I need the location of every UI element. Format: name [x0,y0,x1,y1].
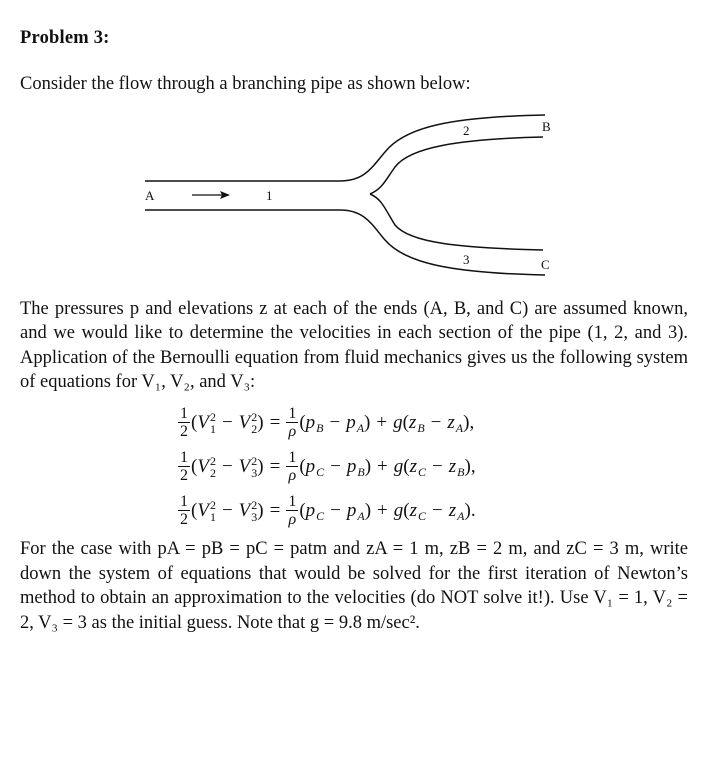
equation-term: p [346,411,356,433]
equation-term: − [221,499,233,521]
intro-paragraph: Consider the flow through a branching pipe as shown below: [20,74,471,94]
equation-term [178,449,190,485]
equation-term: 3 [251,509,258,524]
equation-term: − [432,455,443,477]
upper-branch-inner-wall [370,137,543,194]
equation-term: g [393,499,404,521]
equation-term: V [238,455,251,477]
equation-term: 2 [251,409,258,424]
problem-title: Problem 3: [20,28,110,48]
equation-term: A [455,420,464,435]
label-section-1: 1 [266,187,273,203]
label-A: A [145,187,155,203]
equation-term: z [408,411,417,433]
equation-term: 1 [288,448,297,466]
branching-pipe-diagram [0,97,712,297]
equation-term: V [197,455,209,477]
equation-term: 1 [180,448,188,466]
equation-term [286,405,298,441]
equation-term: 2 [251,497,258,512]
equation-term [210,499,216,523]
equation-term: , [469,411,475,433]
equation-term [178,493,190,529]
equation-term: g [393,455,404,477]
equation-term: p [305,455,316,477]
equation-term [251,499,257,523]
equation-term: 2 [209,453,216,468]
equation-term: − [329,411,341,433]
equation-term: z [448,455,457,477]
equation-term: z [409,455,417,477]
lower-branch-inner-wall [370,194,543,250]
equation-term: − [221,411,233,433]
equation-term: z [448,499,457,521]
equation-term: 2 [180,422,188,440]
equation-term: + [376,411,388,433]
label-C: C [541,256,550,272]
equation-term: − [330,499,341,521]
equation-term [251,455,257,479]
equation-term: − [430,411,442,433]
equation-term: ρ [288,466,297,484]
equation-term: − [221,455,233,477]
equation-term: B [457,464,465,479]
equation-term: , [470,455,476,477]
equation-term: A [357,508,365,523]
bernoulli-equation-3: $\frac{1}{2}$ ( V 2 1 − V 2 3 ) = $\frac{1}{\rho}$ ( p C − p A ) + g ( z C − z A ) . [180,492,476,528]
pipe-top-wall [145,115,545,181]
equation-term [178,405,190,441]
equation-term: 2 [180,466,188,484]
equation-term: = [269,411,281,433]
equation-term: p [346,455,357,477]
equation-term: 2 [209,497,216,512]
equation-term: 2 [180,510,188,528]
equation-term: 1 [180,492,188,510]
equation-term: g [393,411,403,433]
equation-term: ρ [288,422,297,440]
equation-term: = [269,455,281,477]
equation-term [210,455,216,479]
equation-term: z [409,499,417,521]
equation-term: p [346,499,357,521]
equation-term: ρ [288,510,297,528]
equation-term: p [305,499,316,521]
equation-term: − [330,455,341,477]
equation-term: V [197,411,209,433]
equation-term: 1 [209,509,216,524]
equation-term: p [305,411,316,433]
equation-term: = [269,499,281,521]
equation-term: A [457,508,465,523]
equation-term: 3 [251,465,258,480]
equation-term: − [432,499,443,521]
bernoulli-equation-1: $\frac{1}{2}$ ( V 2 1 − V 2 2 ) = $\frac{1}{\rho}$ ( p B − p A ) + g ( z B − z A ) , [180,404,475,440]
equation-term: C [418,508,427,523]
equation-term: C [316,464,325,479]
equation-term: B [357,464,365,479]
equation-term: C [316,508,325,523]
task-paragraph: For the case with pA = pB = pC = patm and zA = 1 m, zB = 2 m, and zC = 3 m, write down the system of equations that would be solved for the first iteration of Newton’s method to obtain an approximation to the velocities (do NOT solve it!). Use V₁ = 1, V₂ = 2, V₃ = 3 as the initial guess. Note that g = 9.8 m/sec². [20,538,688,633]
equation-term: V [238,499,251,521]
equation-term: B [316,420,324,435]
equation-term: V [238,411,251,433]
description-paragraph: The pressures p and elevations z at each of the ends (A, B, and C) are assumed known, and we would like to determine the velocities in each section of the pipe (1, 2, and 3). Application of the Bernoulli equation from fluid mechanics gives us the following system of equations for V₁, V₂, and V₃: [20,298,688,393]
equation-term [210,411,216,435]
equation-term [286,493,298,529]
equation-term: + [377,455,388,477]
equation-term: 1 [288,404,297,422]
equation-term: . [470,499,476,521]
equation-term: 2 [251,453,258,468]
equation-term: V [197,499,209,521]
label-B: B [542,118,551,134]
bernoulli-equation-2: $\frac{1}{2}$ ( V 2 2 − V 2 3 ) = $\frac{1}{\rho}$ ( p C − p B ) + g ( z C − z B ) , [180,448,476,484]
label-section-3: 3 [463,251,470,267]
equation-term: 2 [251,421,258,436]
equation-term: C [418,464,427,479]
equation-term: A [356,420,365,435]
equation-term: 2 [209,465,216,480]
equation-term: 1 [288,492,297,510]
label-section-2: 2 [463,122,470,138]
equation-term [286,449,298,485]
equation-term: 2 [209,409,216,424]
equation-term: B [417,420,425,435]
equation-term: 1 [180,404,188,422]
equation-term: + [377,499,388,521]
equation-system [178,405,688,529]
equation-term: 1 [209,421,216,436]
pipe-bottom-wall [145,210,545,275]
equation-term: z [447,411,455,433]
equation-term [251,411,257,435]
